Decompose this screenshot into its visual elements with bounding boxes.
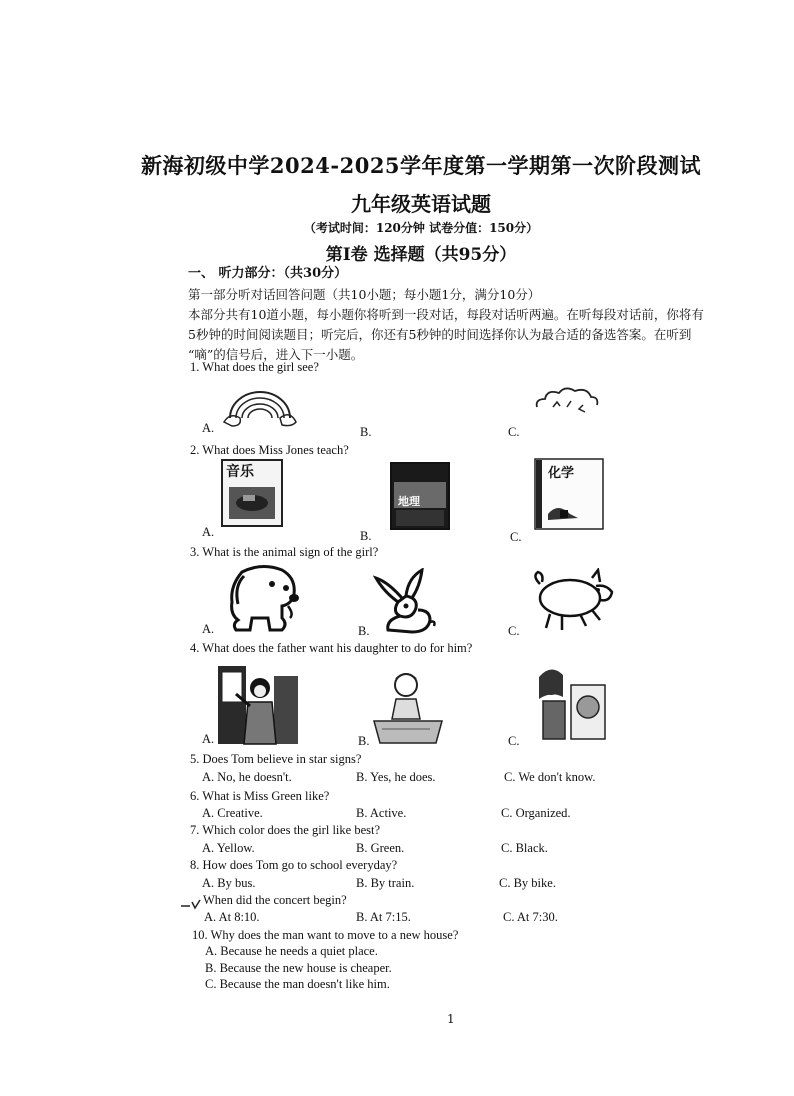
q8-option-b: B. By train. [356,876,415,890]
rabbit-picture [372,568,440,636]
question-2: 2. What does Miss Jones teach? [190,443,349,457]
q5-option-c: C. We don't know. [504,770,596,784]
q9-option-c: C. At 7:30. [503,910,558,924]
instruction-line-2: 5秒钟的时间阅读题目；听完后，你还有5秒钟的时间选择你认为最合适的备选答案。在听到 [188,327,692,342]
q10-option-b: B. Because the new house is cheaper. [205,961,392,975]
q8-option-a: A. By bus. [202,876,256,890]
handwritten-mark [180,898,202,910]
q7-option-c: C. Black. [501,841,548,855]
question-6: 6. What is Miss Green like? [190,789,330,803]
question-3: 3. What is the animal sign of the girl? [190,545,379,559]
question-8: 8. How does Tom go to school everyday? [190,858,398,872]
q2-label-a: A. [202,525,215,539]
q3-label-a: A. [202,622,215,636]
q10-option-a: A. Because he needs a quiet place. [205,944,378,958]
q7-option-a: A. Yellow. [202,841,255,855]
question-9: When did the concert begin? [203,893,347,907]
q5-option-a: A. No, he doesn't. [202,770,292,784]
q3-label-c: C. [508,624,520,638]
section-heading: 一、 听力部分：（共30分） [188,266,348,281]
chemistry-book-title: 化学 [548,466,575,481]
geography-book-title: 地理 [398,495,420,508]
exam-info: （考试时间：120分钟 试卷分值：150分） [303,221,539,235]
rainbow-picture [222,382,297,427]
girl-at-desk-picture [370,669,446,745]
q1-label-c: C. [508,425,520,439]
q2-label-b: B. [360,529,372,543]
q5-option-b: B. Yes, he does. [356,770,436,784]
q9-option-a: A. At 8:10. [204,910,260,924]
page-number: 1 [447,1012,455,1026]
girl-cleaning-window-picture [218,666,298,746]
question-4: 4. What does the father want his daughter to do for him? [190,641,473,655]
q10-option-c: C. Because the man doesn't like him. [205,977,390,991]
instruction-line-3: “嘀”的信号后，进入下一小题。 [188,347,364,362]
q1-label-b: B. [360,425,372,439]
q8-option-c: C. By bike. [499,876,556,890]
question-1: 1. What does the girl see? [190,360,319,374]
q4-label-c: C. [508,734,520,748]
instruction-line-1: 本部分共有10道小题，每小题你将听到一段对话，每段对话听两遍。在听每段对话前，你将有 [188,307,704,322]
q9-option-b: B. At 7:15. [356,910,411,924]
volume-heading: 第Ⅰ卷 选择题（共95分） [325,245,517,265]
q7-option-b: B. Green. [356,841,405,855]
question-7: 7. Which color does the girl like best? [190,823,380,837]
dog-picture [222,562,310,634]
question-5: 5. Does Tom believe in star signs? [190,752,362,766]
q4-label-b: B. [358,734,370,748]
bird-cloud-picture [533,385,603,415]
music-book-title: 音乐 [226,464,254,480]
part-heading: 第一部分听对话回答问题（共10小题；每小题1分，满分10分） [188,287,541,302]
exam-subtitle: 九年级英语试题 [351,192,491,216]
pig-picture [526,568,616,636]
q1-label-a: A. [202,421,215,435]
q4-label-a: A. [202,732,215,746]
q6-option-a: A. Creative. [202,806,263,820]
q6-option-b: B. Active. [356,806,407,820]
q2-label-c: C. [510,530,522,544]
exam-title: 新海初级中学2024-2025学年度第一学期第一次阶段测试 [140,153,702,178]
q6-option-c: C. Organized. [501,806,571,820]
question-10: 10. Why does the man want to move to a new house? [192,928,459,942]
q3-label-b: B. [358,624,370,638]
girl-washing-picture [533,661,607,743]
